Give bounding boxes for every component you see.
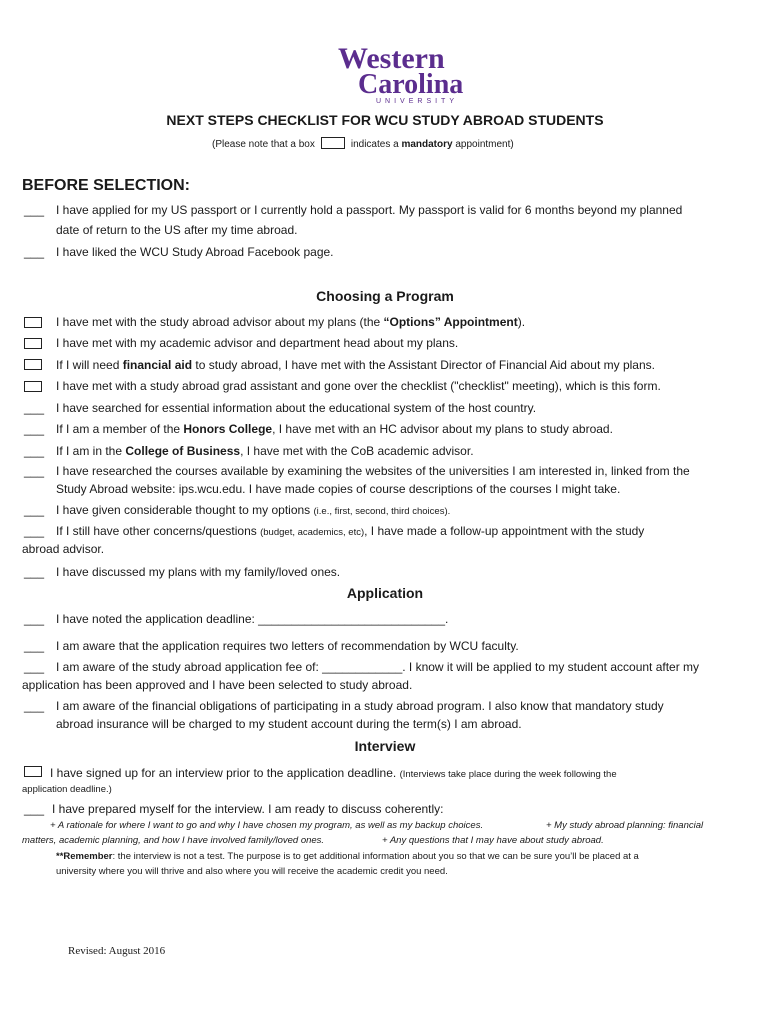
mandatory-checkbox[interactable] <box>24 359 42 370</box>
document-title: NEXT STEPS CHECKLIST FOR WCU STUDY ABROAD STUDENTS <box>166 112 604 128</box>
item-text: I have researched the courses available by examining the websites of the universities I am interested in, linked from the <box>56 464 690 478</box>
checkbox-blank[interactable]: ___ <box>24 565 45 579</box>
item-text: I am aware that the application requires two letters of recommendation by WCU faculty. <box>56 639 519 653</box>
list-item <box>0 334 770 352</box>
list-item <box>0 201 770 237</box>
list-item <box>0 637 770 655</box>
item-text-cont: date of return to the US after my time abroad. <box>56 223 298 237</box>
item-text: I have prepared myself for the interview. I am ready to discuss coherently: <box>52 802 444 816</box>
item-text-cont: Study Abroad website: ips.wcu.edu. I have made copies of course descriptions of the courses I might take. <box>56 482 621 496</box>
item-text: I have liked the WCU Study Abroad Facebook page. <box>56 245 334 259</box>
list-item <box>0 399 770 417</box>
remember-note: **Remember: the interview is not a test. The purpose is to get additional information about you so that we can be sure you’ll be placed at a <box>56 851 639 862</box>
mandatory-note <box>212 137 514 150</box>
item-text-cont: application deadline.) <box>22 784 112 795</box>
list-item <box>0 522 770 540</box>
item-text: I have signed up for an interview prior to the application deadline. (Interviews take place during the week following the <box>50 766 617 780</box>
checkbox-blank[interactable]: ___ <box>24 203 45 217</box>
item-text-cont: abroad insurance will be charged to my student account during the term(s) I am abroad. <box>56 717 522 731</box>
note-bold: mandatory <box>401 139 453 150</box>
list-item <box>0 243 770 261</box>
mandatory-checkbox[interactable] <box>24 381 42 392</box>
list-item <box>0 420 770 438</box>
list-item <box>0 800 770 818</box>
checkbox-blank[interactable]: ___ <box>24 422 45 436</box>
checkbox-blank[interactable]: ___ <box>24 245 45 259</box>
item-text: I am aware of the study abroad application fee of: ____________. I know it will be applied to my student account after my <box>56 660 700 674</box>
list-item <box>0 658 770 676</box>
item-text: I have met with the study abroad advisor about my plans (the “Options” Appointment). <box>56 315 526 329</box>
checkbox-blank[interactable]: ___ <box>24 639 45 653</box>
item-text: I have given considerable thought to my options (i.e., first, second, third choices). <box>56 503 451 517</box>
checkbox-blank[interactable]: ___ <box>24 444 45 458</box>
item-text-cont: application has been approved and I have been selected to study abroad. <box>22 678 413 692</box>
list-item <box>0 442 770 460</box>
mandatory-checkbox[interactable] <box>24 317 42 328</box>
checkbox-blank[interactable]: ___ <box>24 802 45 816</box>
logo-western: Western <box>338 42 445 75</box>
list-item <box>0 377 770 395</box>
item-text: I have met with my academic advisor and department head about my plans. <box>56 336 459 350</box>
list-item <box>0 697 770 733</box>
mandatory-checkbox[interactable] <box>24 338 42 349</box>
revised-date: Revised: August 2016 <box>68 945 166 957</box>
note-after-pre: indicates a <box>350 139 399 150</box>
item-text: I have noted the application deadline: ____________________________. <box>56 612 449 626</box>
item-text: If I am a member of the Honors College, I have met with an HC advisor about my plans to study abroad. <box>56 422 613 436</box>
application-heading: Application <box>346 585 424 601</box>
checkbox-blank[interactable]: ___ <box>24 503 45 517</box>
checkbox-blank[interactable]: ___ <box>24 660 45 674</box>
item-text: I have searched for essential information about the educational system of the host country. <box>56 401 537 415</box>
checkbox-blank[interactable]: ___ <box>24 524 45 538</box>
mandatory-box-sample <box>321 137 345 149</box>
note-before: (Please note that a box <box>212 139 315 150</box>
item-text: If I still have other concerns/questions (budget, academics, etc), I have made a follow-up appointment with the study <box>56 524 645 538</box>
mandatory-checkbox[interactable] <box>24 766 42 777</box>
list-item <box>0 313 770 331</box>
checkbox-blank[interactable]: ___ <box>24 401 45 415</box>
checkbox-blank[interactable]: ___ <box>24 464 45 478</box>
item-text: If I will need financial aid to study abroad, I have met with the Assistant Director of Financial Aid about my plans. <box>56 358 655 372</box>
logo-carolina: Carolina <box>358 69 464 100</box>
note-after-post: appointment) <box>455 139 514 150</box>
wcu-logo <box>336 40 476 106</box>
checkbox-blank[interactable]: ___ <box>24 612 45 626</box>
item-text: I am aware of the financial obligations of participating in a study abroad program. I also know that mandatory study <box>56 699 664 713</box>
list-item <box>0 610 770 628</box>
list-item <box>0 356 770 374</box>
item-text: If I am in the College of Business, I have met with the CoB academic advisor. <box>56 444 474 458</box>
choosing-heading: Choosing a Program <box>316 288 454 304</box>
item-text: I have met with a study abroad grad assistant and gone over the checklist ("checklist" meeting), which is this form. <box>56 379 661 393</box>
list-item <box>0 563 770 581</box>
bullet-rationale: + A rationale for where I want to go and why I have chosen my program, as well as my backup choices. <box>50 820 484 831</box>
list-item <box>0 462 770 498</box>
remember-note-cont: university where you will thrive and also where you will receive the academic credit you need. <box>56 866 448 877</box>
list-item <box>0 501 770 519</box>
item-text-cont: abroad advisor. <box>22 542 105 556</box>
item-text: I have discussed my plans with my family/loved ones. <box>56 565 341 579</box>
before-selection-heading: BEFORE SELECTION: <box>22 177 191 194</box>
item-text: I have applied for my US passport or I currently hold a passport. My passport is valid for 6 months beyond my planned <box>56 203 683 217</box>
bullet-planning: + My study abroad planning: financial <box>546 820 704 831</box>
bullet-planning-cont: matters, academic planning, and how I have involved family/loved ones. <box>22 835 325 846</box>
bullet-questions: + Any questions that I may have about study abroad. <box>382 835 604 846</box>
logo-university: UNIVERSITY <box>376 98 459 105</box>
list-item <box>0 764 770 782</box>
interview-heading: Interview <box>354 738 416 754</box>
checkbox-blank[interactable]: ___ <box>24 699 45 713</box>
